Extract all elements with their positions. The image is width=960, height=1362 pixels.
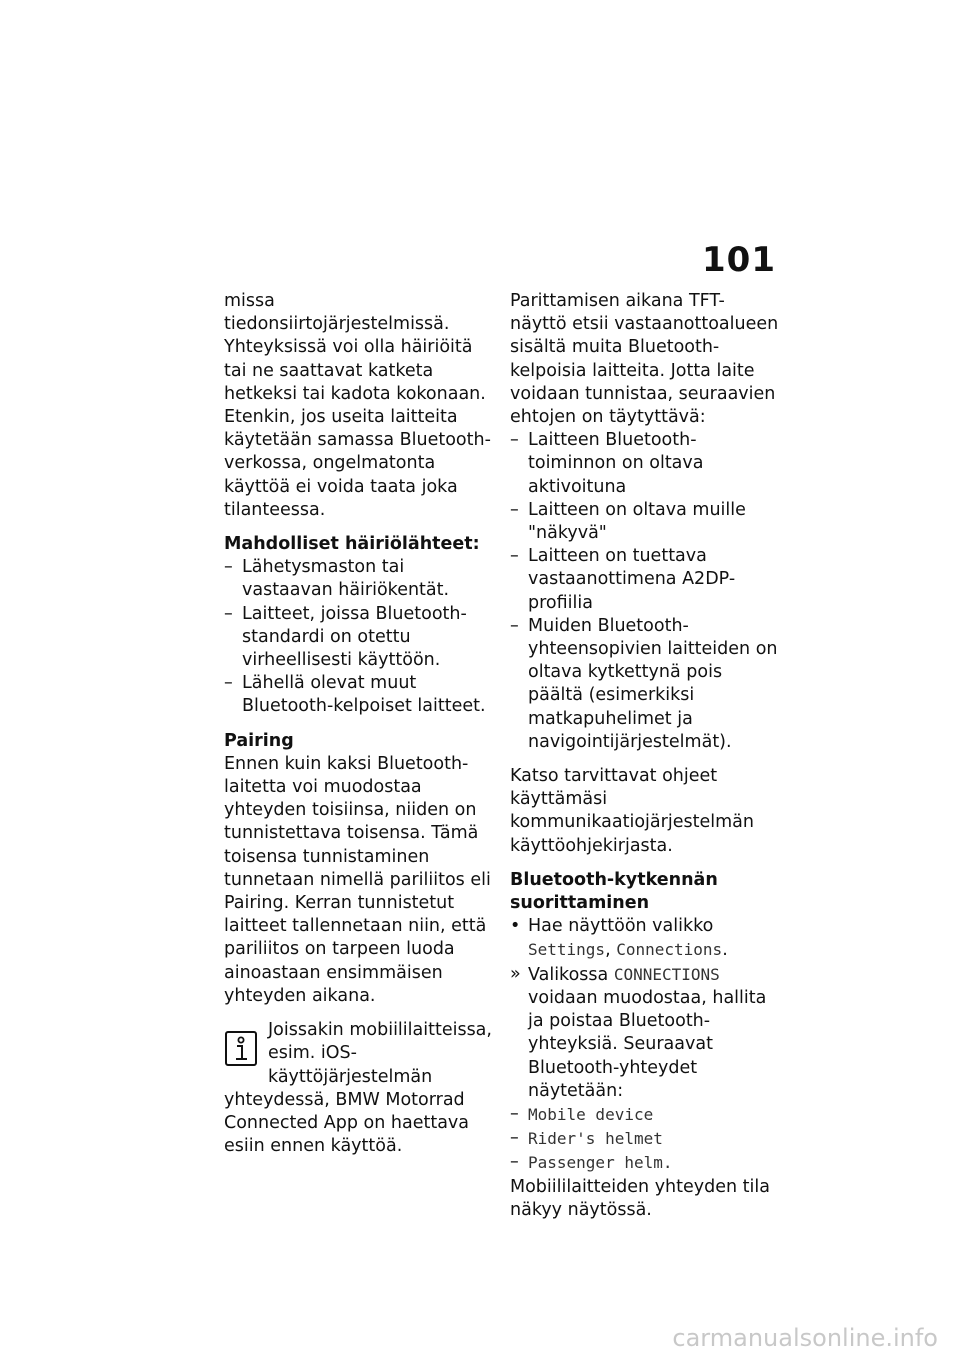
watermark: carmanualsonline.info — [672, 1324, 938, 1352]
left-column — [224, 290, 494, 1158]
menu-settings: Settings — [528, 940, 606, 960]
menu-connections: Connections — [616, 940, 723, 960]
intro-paragraph: missa tiedonsiirtojärjestelmissä. Yhteyksissä voi olla häiriöitä tai ne saattavat katketa hetkeksi tai kadota kokonaan. Etenkin, jos useita laitteita käytetään samassa Bluetooth-verkossa, ongelmatonta käyttöä ei voida taata joka tilanteessa. — [224, 291, 491, 520]
step-end: . — [722, 940, 728, 961]
interference-heading: Mahdolliset häiriölähteet: — [224, 534, 480, 555]
list-item: – Lähellä olevat muut Bluetooth-kelpoiset laitteet. — [224, 672, 494, 718]
see-also-paragraph: Katso tarvittavat ohjeet käyttämäsi kommunikaatiojärjestelmän käyttöohjekirjasta. — [510, 766, 754, 856]
bullet-marker: • — [510, 916, 521, 937]
result-pre: Valikossa — [528, 964, 609, 985]
step-result — [510, 963, 780, 1103]
info-note — [224, 1019, 494, 1158]
interference-list — [224, 556, 494, 718]
list-item: – Lähetysmaston tai vastaavan häiriökentät. — [224, 556, 494, 602]
list-item: – Laitteen on tuettava vastaanottimena A2DP-profiilia — [510, 545, 780, 615]
conditions-list — [510, 429, 780, 754]
connection-passenger-helmet — [510, 1151, 780, 1175]
connection-mobile — [510, 1103, 780, 1127]
list-item: – Laitteen Bluetooth-toiminnon on oltava aktivoituna — [510, 429, 780, 499]
pairing-intro: Parittamisen aikana TFT-näyttö etsii vastaanottoalueen sisältä muita Bluetooth-kelpoisia laitteita. Jotta laite voidaan tunnistaa, seuraavien ehtojen on täytyttävä: — [510, 291, 779, 428]
result-marker: » — [510, 963, 521, 984]
step-text: Hae näyttöön valikko — [528, 916, 714, 937]
connect-heading: Bluetooth-kytkennän suorittaminen — [510, 869, 718, 914]
pairing-heading: Pairing — [224, 730, 294, 751]
list-item: – Laitteet, joissa Bluetooth-standardi on otettu virheellisesti käyttöön. — [224, 603, 494, 673]
menu-connections-caps: CONNECTIONS — [613, 964, 720, 984]
step-1 — [510, 915, 780, 962]
result-text: voidaan muodostaa, hallita ja poistaa Bluetooth-yhteyksiä. Seuraavat Bluetooth-yhteydet näytetään: — [528, 987, 767, 1101]
connection-label: Mobile device — [528, 1104, 654, 1124]
list-item: – Muiden Bluetooth-yhteensopivien laitteiden on oltava kytkettynä pois päältä (esimerkiksi matkapuhelimet ja navigointijärjestelmät). — [510, 615, 780, 754]
info-icon — [224, 1029, 258, 1069]
connection-label: Rider's helmet — [528, 1129, 663, 1149]
pairing-paragraph: Ennen kuin kaksi Bluetooth-laitetta voi muodostaa yhteyden toisiinsa, niiden on tunnistettava toisensa. Tämä toisensa tunnistaminen tunnetaan nimellä pariliitos eli Pairing. Kerran tunnistetut laitteet tallennetaan niin, että pariliitos on tarpeen luoda ainoastaan ensimmäisen yhteyden aikana. — [224, 753, 491, 1006]
list-item: – Laitteen on oltava muille "näkyvä" — [510, 499, 780, 545]
right-column — [510, 290, 780, 1222]
page-number: 101 — [702, 240, 776, 280]
closing-paragraph: Mobiililaitteiden yhteyden tila näkyy näytössä. — [510, 1176, 770, 1220]
note-text: Joissakin mobiililaitteissa, esim. iOS-käyttöjärjestelmän yhteydessä, BMW Motorrad Connected App on haettava esiin ennen käyttöä. — [224, 1020, 492, 1157]
connection-label: Passenger helm. — [528, 1153, 673, 1173]
separator: , — [605, 940, 611, 961]
connection-rider-helmet — [510, 1127, 780, 1151]
